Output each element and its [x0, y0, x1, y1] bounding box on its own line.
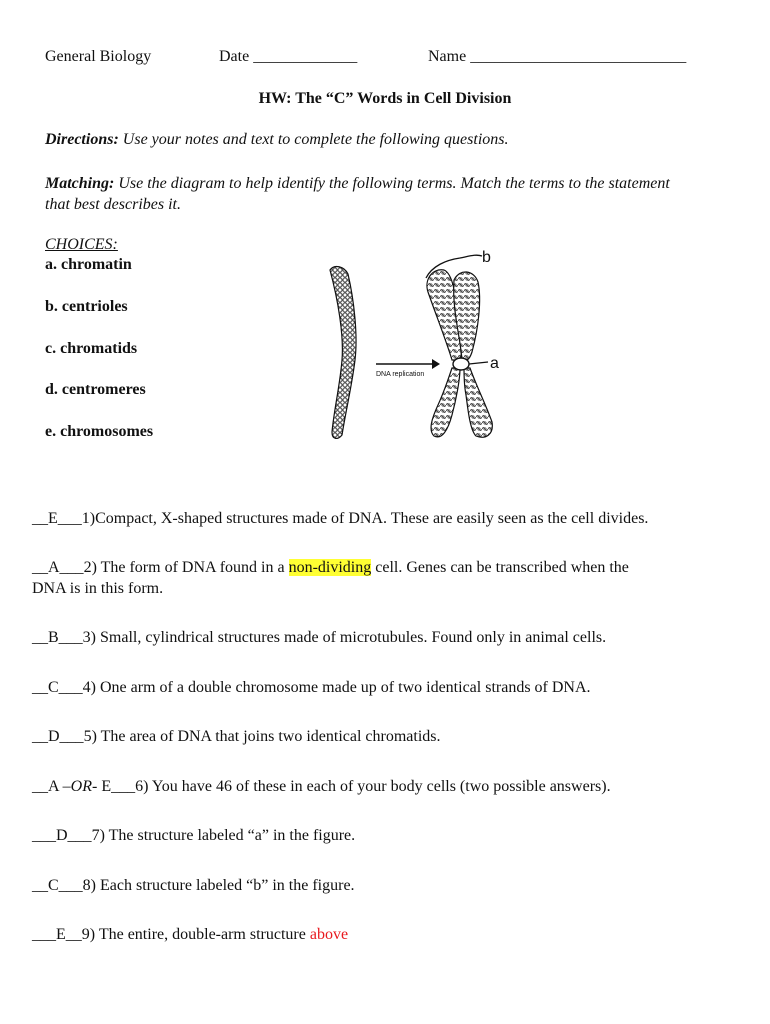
chromatid-lower-left: [431, 368, 460, 437]
matching-instructions: [45, 173, 695, 215]
question-3: [32, 629, 606, 647]
question-6-text: 6) You have 46 of these in each of your body cells (two possible answers).: [135, 778, 611, 795]
question-2-text: 2) The form of DNA found in a: [83, 559, 289, 576]
question-8: [32, 877, 355, 895]
arrow-label: DNA replication: [376, 371, 425, 378]
directions-label: Directions:: [45, 131, 119, 148]
question-9-red-word: above: [309, 926, 349, 943]
answer-8: __C___: [32, 877, 83, 894]
answer-1: __E___: [32, 510, 82, 527]
choice-d: d. centromeres: [45, 381, 146, 398]
answer-2: __A___: [32, 559, 84, 576]
label-a: a: [490, 355, 499, 372]
question-3-text: 3) Small, cylindrical structures made of microtubules. Found only in animal cells.: [82, 629, 607, 646]
question-4-text: 4) One arm of a double chromosome made up of two identical strands of DNA.: [82, 679, 591, 696]
question-9-text: 9) The entire, double-arm structure: [81, 926, 310, 943]
page-title: HW: The “C” Words in Cell Division: [258, 90, 512, 107]
question-8-text: 8) Each structure labeled “b” in the figure.: [82, 877, 355, 894]
question-5-text: 5) The area of DNA that joins two identical chromatids.: [83, 728, 441, 745]
question-2: [32, 559, 629, 577]
label-a-line: [469, 362, 488, 364]
chromatid-lower-right: [464, 368, 492, 437]
highlighted-term: non-dividing: [288, 559, 372, 576]
directions: [45, 131, 509, 149]
name-field: Name ___________________________: [428, 48, 687, 65]
label-b: b: [482, 249, 491, 266]
answer-4: __C___: [32, 679, 83, 696]
date-field: Date _____________: [219, 48, 358, 65]
answer-6-e: E___: [97, 778, 136, 795]
course-label: General Biology: [45, 48, 152, 65]
question-5: [32, 728, 441, 746]
choice-b: b. centrioles: [45, 298, 128, 315]
question-1-text: 1)Compact, X-shaped structures made of DNA. These are easily seen as the cell divides.: [81, 510, 649, 527]
question-9: [32, 926, 348, 944]
choice-c: c. chromatids: [45, 340, 138, 357]
matching-text: Use the diagram to help identify the following terms. Match the terms to the statement that best describes it.: [45, 175, 670, 213]
question-7: [32, 827, 355, 845]
answer-6-a: __A: [32, 778, 63, 795]
choice-a: a. chromatin: [45, 256, 132, 273]
answer-3: __B___: [32, 629, 83, 646]
question-4: [32, 679, 591, 697]
answer-5: __D___: [32, 728, 84, 745]
answer-7: ___D___: [32, 827, 92, 844]
answer-9: ___E__: [32, 926, 82, 943]
directions-text: Use your notes and text to complete the following questions.: [118, 131, 509, 148]
choices-heading: CHOICES:: [45, 236, 118, 253]
question-6: [32, 778, 611, 796]
chromosome-diagram: [320, 240, 510, 450]
centromere: [453, 358, 469, 370]
choice-e: e. chromosomes: [45, 423, 154, 440]
matching-label: Matching:: [45, 175, 115, 192]
arrow-head-icon: [432, 359, 440, 369]
question-2-text-end: cell. Genes can be transcribed when the: [371, 559, 629, 576]
question-1: [32, 510, 648, 528]
question-2-line-2: DNA is in this form.: [32, 580, 164, 597]
question-7-text: 7) The structure labeled “a” in the figure.: [91, 827, 356, 844]
answer-6-or: –OR-: [62, 778, 98, 795]
chromatin-strand: [330, 267, 356, 439]
